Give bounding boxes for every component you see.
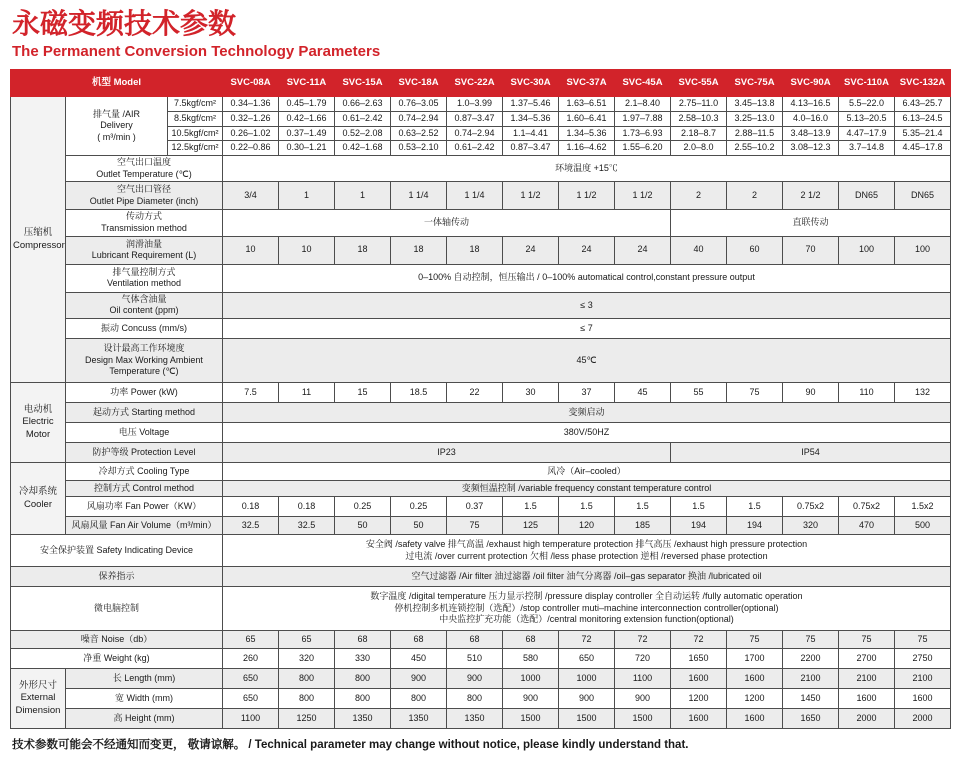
row-label-cell: 空气出口温度 Outlet Temperature (℃) xyxy=(66,155,223,181)
protection-level-row xyxy=(11,443,951,463)
value-cell: 1 1/2 xyxy=(615,182,671,210)
value-cell: 2000 xyxy=(839,709,895,729)
value-cell: 1600 xyxy=(839,689,895,709)
value-cell: 100 xyxy=(895,236,951,264)
value-cell: 1.37–5.46 xyxy=(503,97,559,112)
value-cell: 2.75–11.0 xyxy=(671,97,727,112)
model-column-header: SVC-11A xyxy=(279,70,335,97)
value-cell: 55 xyxy=(671,383,727,403)
value-cell: 0.25 xyxy=(391,497,447,517)
value-cell: 510 xyxy=(447,649,503,669)
value-cell: 125 xyxy=(503,517,559,535)
height-row xyxy=(11,709,951,729)
value-cell: 68 xyxy=(447,631,503,649)
starting-method-row xyxy=(11,403,951,423)
value-cell: 1600 xyxy=(727,669,783,689)
value-cell: 1 1/4 xyxy=(447,182,503,210)
value-cell: 1.73–6.93 xyxy=(615,126,671,141)
value-cell: 75 xyxy=(783,631,839,649)
value-cell: 1500 xyxy=(615,709,671,729)
value-cell: 0.61–2.42 xyxy=(335,111,391,126)
value-cell: 68 xyxy=(503,631,559,649)
split-right-cell: IP54 xyxy=(671,443,951,463)
value-cell: 1.5 xyxy=(503,497,559,517)
row-label-cell: 起动方式 Starting method xyxy=(66,403,223,423)
value-cell: 1700 xyxy=(727,649,783,669)
value-cell: 580 xyxy=(503,649,559,669)
value-cell: 32.5 xyxy=(223,517,279,535)
value-cell: 0.18 xyxy=(223,497,279,517)
value-cell: 1600 xyxy=(671,709,727,729)
value-cell: 720 xyxy=(615,649,671,669)
value-cell: 1.5 xyxy=(559,497,615,517)
value-cell: 800 xyxy=(279,689,335,709)
value-cell: 3.25–13.0 xyxy=(727,111,783,126)
row-label-cell: 空气出口管径 Outlet Pipe Diameter (inch) xyxy=(66,182,223,210)
value-cell: 0.30–1.21 xyxy=(279,141,335,156)
value-cell: 0.74–2.94 xyxy=(447,126,503,141)
value-cell: 72 xyxy=(615,631,671,649)
model-column-header: SVC-18A xyxy=(391,70,447,97)
merged-value-cell: 45℃ xyxy=(223,339,951,383)
value-cell: 2750 xyxy=(895,649,951,669)
value-cell: 5.5–22.0 xyxy=(839,97,895,112)
row-label-cell: 保养指示 xyxy=(11,567,223,587)
value-cell: 1 xyxy=(279,182,335,210)
page-subtitle: The Permanent Conversion Technology Parameters xyxy=(12,43,381,61)
value-cell: 0.42–1.68 xyxy=(335,141,391,156)
group-label-cell: 电动机 Electric Motor xyxy=(11,383,66,463)
outlet-pipe-diameter-row xyxy=(11,182,951,210)
length-row xyxy=(11,669,951,689)
value-cell: 0.37 xyxy=(447,497,503,517)
value-cell: 0.53–2.10 xyxy=(391,141,447,156)
value-cell: 1350 xyxy=(335,709,391,729)
value-cell: 470 xyxy=(839,517,895,535)
model-column-header: SVC-15A xyxy=(335,70,391,97)
model-column-header: SVC-30A xyxy=(503,70,559,97)
value-cell: 30 xyxy=(503,383,559,403)
value-cell: 500 xyxy=(895,517,951,535)
value-cell: 800 xyxy=(335,669,391,689)
value-cell: 1 1/4 xyxy=(391,182,447,210)
row-label-cell: 宽 Width (mm) xyxy=(66,689,223,709)
value-cell: 24 xyxy=(503,236,559,264)
row-label-cell: 振动 Concuss (mm/s) xyxy=(66,319,223,339)
value-cell: 50 xyxy=(391,517,447,535)
power-row xyxy=(11,383,951,403)
lubricant-requirement-row xyxy=(11,236,951,264)
ventilation-method-row xyxy=(11,264,951,292)
value-cell: 7.5 xyxy=(223,383,279,403)
value-cell: 90 xyxy=(783,383,839,403)
value-cell: 1100 xyxy=(615,669,671,689)
value-cell: 650 xyxy=(223,669,279,689)
value-cell: 1650 xyxy=(671,649,727,669)
merged-value-cell: 数字温度 /digital temperature 压力显示控制 /pressure display controller 全自动运转 /fully automatic operation 停机控制多机连锁控制（选配）/stop controller muti–machine interconnection controller(optional) 中央监控扩充功能（选配）/central monitoring extension function(optional) xyxy=(223,587,951,631)
value-cell: 1 1/2 xyxy=(503,182,559,210)
value-cell: 800 xyxy=(447,689,503,709)
value-cell: 1.55–6.20 xyxy=(615,141,671,156)
row-label-cell: 气体含油量 Oil content (ppm) xyxy=(66,292,223,318)
model-column-header: SVC-132A xyxy=(895,70,951,97)
value-cell: 194 xyxy=(671,517,727,535)
row-label-cell: 安全保护装置 Safety Indicating Device xyxy=(11,535,223,567)
value-cell: 2.58–10.3 xyxy=(671,111,727,126)
value-cell: 0.74–2.94 xyxy=(391,111,447,126)
value-cell: 1250 xyxy=(279,709,335,729)
value-cell: 800 xyxy=(279,669,335,689)
value-cell: 2 xyxy=(671,182,727,210)
value-cell: 1.5 xyxy=(671,497,727,517)
split-right-cell: 直联传动 xyxy=(671,210,951,236)
value-cell: 1200 xyxy=(727,689,783,709)
value-cell: 0.76–3.05 xyxy=(391,97,447,112)
value-cell: 68 xyxy=(391,631,447,649)
value-cell: 3/4 xyxy=(223,182,279,210)
value-cell: 68 xyxy=(335,631,391,649)
value-cell: 0.32–1.26 xyxy=(223,111,279,126)
value-cell: 1.97–7.88 xyxy=(615,111,671,126)
oil-content-row xyxy=(11,292,951,318)
value-cell: 1600 xyxy=(727,709,783,729)
value-cell: 320 xyxy=(783,517,839,535)
merged-value-cell: 380V/50HZ xyxy=(223,423,951,443)
pressure-label-cell: 7.5kgf/cm² xyxy=(168,97,223,112)
model-column-header: SVC-90A xyxy=(783,70,839,97)
value-cell: 40 xyxy=(671,236,727,264)
value-cell: 15 xyxy=(335,383,391,403)
value-cell: 900 xyxy=(447,669,503,689)
value-cell: 32.5 xyxy=(279,517,335,535)
weight-row xyxy=(11,649,951,669)
table-body xyxy=(11,97,951,729)
footer-note: 技术参数可能会不经通知而变更， 敬请谅解。 / Technical parameter may change without notice, please kindly understand that. xyxy=(12,739,689,752)
page-title: 永磁变频技术参数 xyxy=(12,8,237,39)
value-cell: 900 xyxy=(615,689,671,709)
value-cell: 18 xyxy=(335,236,391,264)
value-cell: 24 xyxy=(615,236,671,264)
value-cell: 2100 xyxy=(783,669,839,689)
safety-indicating-device-row xyxy=(11,535,951,567)
value-cell: 6.13–24.5 xyxy=(895,111,951,126)
value-cell: 0.37–1.49 xyxy=(279,126,335,141)
value-cell: 72 xyxy=(559,631,615,649)
group-label-cell: 冷却系统 Cooler xyxy=(11,463,66,535)
value-cell: 4.45–17.8 xyxy=(895,141,951,156)
row-label-cell: 功率 Power (kW) xyxy=(66,383,223,403)
value-cell: 0.18 xyxy=(279,497,335,517)
value-cell: 45 xyxy=(615,383,671,403)
value-cell: 2.55–10.2 xyxy=(727,141,783,156)
value-cell: 110 xyxy=(839,383,895,403)
value-cell: 330 xyxy=(335,649,391,669)
value-cell: DN65 xyxy=(839,182,895,210)
value-cell: 1.5 xyxy=(727,497,783,517)
value-cell: 65 xyxy=(279,631,335,649)
value-cell: 1450 xyxy=(783,689,839,709)
merged-value-cell: 0–100% 自动控制，恒压输出 / 0–100% automatical control,constant pressure output xyxy=(223,264,951,292)
row-label-cell: 润滑油量 Lubricant Requirement (L) xyxy=(66,236,223,264)
value-cell: 185 xyxy=(615,517,671,535)
value-cell: 0.66–2.63 xyxy=(335,97,391,112)
value-cell: 2.88–11.5 xyxy=(727,126,783,141)
value-cell: 60 xyxy=(727,236,783,264)
value-cell: 650 xyxy=(559,649,615,669)
value-cell: 2100 xyxy=(839,669,895,689)
value-cell: 0.45–1.79 xyxy=(279,97,335,112)
value-cell: 2.0–8.0 xyxy=(671,141,727,156)
row-label-cell: 风扇风量 Fan Air Volume（m³/min） xyxy=(66,517,223,535)
value-cell: 4.13–16.5 xyxy=(783,97,839,112)
row-label-cell: 电压 Voltage xyxy=(66,423,223,443)
value-cell: 320 xyxy=(279,649,335,669)
value-cell: 1.63–6.51 xyxy=(559,97,615,112)
model-column-header: SVC-45A xyxy=(615,70,671,97)
value-cell: 1600 xyxy=(895,689,951,709)
value-cell: 1500 xyxy=(503,709,559,729)
split-left-cell: IP23 xyxy=(223,443,671,463)
value-cell: 800 xyxy=(391,689,447,709)
value-cell: 24 xyxy=(559,236,615,264)
value-cell: 37 xyxy=(559,383,615,403)
row-label-cell: 防护等级 Protection Level xyxy=(66,443,223,463)
row-label-cell: 长 Length (mm) xyxy=(66,669,223,689)
value-cell: 132 xyxy=(895,383,951,403)
value-cell: 0.34–1.36 xyxy=(223,97,279,112)
value-cell: 1.34–5.36 xyxy=(503,111,559,126)
value-cell: 3.08–12.3 xyxy=(783,141,839,156)
value-cell: 2 1/2 xyxy=(783,182,839,210)
merged-value-cell: 变频启动 xyxy=(223,403,951,423)
value-cell: 120 xyxy=(559,517,615,535)
value-cell: 6.43–25.7 xyxy=(895,97,951,112)
merged-value-cell: 安全阀 /safety valve 排气高温 /exhaust high temperature protection 排气高压 /exhaust high pressure protection 过电流 /over current protection 欠相 /less phase protection 逆相 /reversed phase protection xyxy=(223,535,951,567)
value-cell: 3.48–13.9 xyxy=(783,126,839,141)
value-cell: 2700 xyxy=(839,649,895,669)
concuss-row xyxy=(11,319,951,339)
row-label-cell: 净重 Weight (kg) xyxy=(11,649,223,669)
value-cell: 1650 xyxy=(783,709,839,729)
value-cell: 260 xyxy=(223,649,279,669)
pressure-label-cell: 8.5kgf/cm² xyxy=(168,111,223,126)
pressure-label-cell: 10.5kgf/cm² xyxy=(168,126,223,141)
value-cell: 1.5 xyxy=(615,497,671,517)
row-label-cell: 微电脑控制 xyxy=(11,587,223,631)
value-cell: 1 1/2 xyxy=(559,182,615,210)
row-label-cell: 设计最高工作环境度 Design Max Working Ambient Temperature (℃) xyxy=(66,339,223,383)
value-cell: 10 xyxy=(223,236,279,264)
value-cell: 1.0–3.99 xyxy=(447,97,503,112)
row-label-cell: 排气量控制方式 Ventilation method xyxy=(66,264,223,292)
value-cell: 900 xyxy=(391,669,447,689)
model-column-header: SVC-37A xyxy=(559,70,615,97)
microcomputer-control-row xyxy=(11,587,951,631)
value-cell: 4.0–16.0 xyxy=(783,111,839,126)
value-cell: 1 xyxy=(335,182,391,210)
value-cell: DN65 xyxy=(895,182,951,210)
value-cell: 2000 xyxy=(895,709,951,729)
transmission-method-row xyxy=(11,210,951,236)
value-cell: 4.47–17.9 xyxy=(839,126,895,141)
voltage-row xyxy=(11,423,951,443)
value-cell: 1500 xyxy=(559,709,615,729)
value-cell: 18.5 xyxy=(391,383,447,403)
value-cell: 0.42–1.66 xyxy=(279,111,335,126)
value-cell: 1.1–4.41 xyxy=(503,126,559,141)
value-cell: 2100 xyxy=(895,669,951,689)
value-cell: 75 xyxy=(727,383,783,403)
noise-row xyxy=(11,631,951,649)
merged-value-cell: 环境温度 +15℃ xyxy=(223,155,951,181)
design-max-ambient-row xyxy=(11,339,951,383)
value-cell: 0.63–2.52 xyxy=(391,126,447,141)
value-cell: 11 xyxy=(279,383,335,403)
model-column-header: SVC-22A xyxy=(447,70,503,97)
model-column-header: SVC-08A xyxy=(223,70,279,97)
row-label-cell: 噪音 Noise（db） xyxy=(11,631,223,649)
outlet-temperature-row xyxy=(11,155,951,181)
value-cell: 450 xyxy=(391,649,447,669)
value-cell: 72 xyxy=(671,631,727,649)
model-column-header: SVC-110A xyxy=(839,70,895,97)
value-cell: 70 xyxy=(783,236,839,264)
model-column-header: SVC-55A xyxy=(671,70,727,97)
value-cell: 1350 xyxy=(447,709,503,729)
value-cell: 0.26–1.02 xyxy=(223,126,279,141)
cooling-type-row xyxy=(11,463,951,481)
value-cell: 3.45–13.8 xyxy=(727,97,783,112)
value-cell: 0.52–2.08 xyxy=(335,126,391,141)
row-label-cell: 传动方式 Transmission method xyxy=(66,210,223,236)
value-cell: 18 xyxy=(447,236,503,264)
row-label-cell: 高 Height (mm) xyxy=(66,709,223,729)
value-cell: 1.34–5.36 xyxy=(559,126,615,141)
fan-air-volume-row xyxy=(11,517,951,535)
value-cell: 1.5x2 xyxy=(895,497,951,517)
merged-value-cell: 空气过滤器 /Air filter 油过滤器 /oil filter 油气分离器 /oil–gas separator 换油 /lubricated oil xyxy=(223,567,951,587)
merged-value-cell: ≤ 7 xyxy=(223,319,951,339)
value-cell: 0.25 xyxy=(335,497,391,517)
value-cell: 100 xyxy=(839,236,895,264)
row-label-cell: 冷却方式 Cooling Type xyxy=(66,463,223,481)
value-cell: 10 xyxy=(279,236,335,264)
delivery-row xyxy=(11,97,951,112)
group-label-cell: 外形尺寸 External Dimension xyxy=(11,669,66,729)
value-cell: 65 xyxy=(223,631,279,649)
merged-value-cell: ≤ 3 xyxy=(223,292,951,318)
model-column-header: SVC-75A xyxy=(727,70,783,97)
row-label-cell: 风扇功率 Fan Power（KW） xyxy=(66,497,223,517)
row-label-cell: 控制方式 Control method xyxy=(66,481,223,497)
split-left-cell: 一体轴传动 xyxy=(223,210,671,236)
value-cell: 2 xyxy=(727,182,783,210)
value-cell: 1200 xyxy=(671,689,727,709)
value-cell: 194 xyxy=(727,517,783,535)
value-cell: 1.16–4.62 xyxy=(559,141,615,156)
table-head xyxy=(11,70,951,97)
value-cell: 0.75x2 xyxy=(783,497,839,517)
value-cell: 800 xyxy=(335,689,391,709)
value-cell: 1000 xyxy=(503,669,559,689)
value-cell: 650 xyxy=(223,689,279,709)
value-cell: 75 xyxy=(895,631,951,649)
value-cell: 75 xyxy=(727,631,783,649)
model-header-cell: 机型 Model xyxy=(11,70,223,97)
value-cell: 1000 xyxy=(559,669,615,689)
value-cell: 0.87–3.47 xyxy=(447,111,503,126)
value-cell: 0.22–0.86 xyxy=(223,141,279,156)
value-cell: 50 xyxy=(335,517,391,535)
spec-table xyxy=(10,69,951,729)
value-cell: 2200 xyxy=(783,649,839,669)
width-row xyxy=(11,689,951,709)
value-cell: 2.18–8.7 xyxy=(671,126,727,141)
value-cell: 5.35–21.4 xyxy=(895,126,951,141)
value-cell: 1.60–6.41 xyxy=(559,111,615,126)
merged-value-cell: 风冷（Air–cooled） xyxy=(223,463,951,481)
value-cell: 18 xyxy=(391,236,447,264)
pressure-label-cell: 12.5kgf/cm² xyxy=(168,141,223,156)
value-cell: 22 xyxy=(447,383,503,403)
value-cell: 0.75x2 xyxy=(839,497,895,517)
value-cell: 0.87–3.47 xyxy=(503,141,559,156)
value-cell: 1600 xyxy=(671,669,727,689)
value-cell: 1100 xyxy=(223,709,279,729)
value-cell: 75 xyxy=(839,631,895,649)
value-cell: 75 xyxy=(447,517,503,535)
group-label-cell: 压缩机 Compressor xyxy=(11,97,66,383)
row-label-cell: 排气量 /AIR Delivery ( m³/min ) xyxy=(66,97,168,156)
value-cell: 900 xyxy=(503,689,559,709)
control-method-row xyxy=(11,481,951,497)
value-cell: 0.61–2.42 xyxy=(447,141,503,156)
value-cell: 1350 xyxy=(391,709,447,729)
value-cell: 3.7–14.8 xyxy=(839,141,895,156)
maintenance-indicator-row xyxy=(11,567,951,587)
value-cell: 900 xyxy=(559,689,615,709)
value-cell: 2.1–8.40 xyxy=(615,97,671,112)
fan-power-row xyxy=(11,497,951,517)
value-cell: 5.13–20.5 xyxy=(839,111,895,126)
merged-value-cell: 变频恒温控制 /variable frequency constant temperature control xyxy=(223,481,951,497)
header-row xyxy=(11,70,951,97)
